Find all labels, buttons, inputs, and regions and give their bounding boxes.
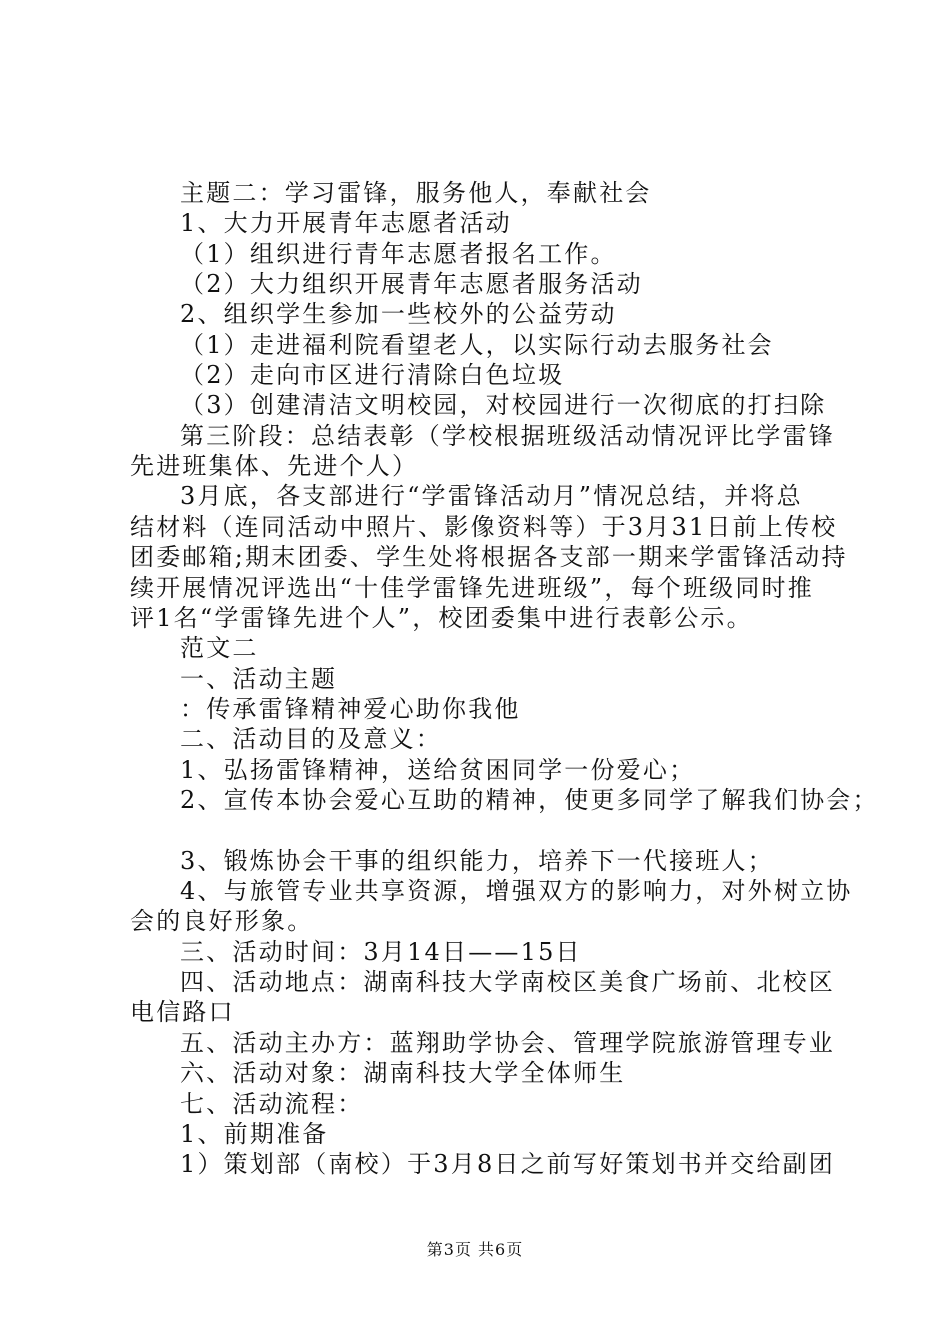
text-line: 评1名“学雷锋先进个人”，校团委集中进行表彰公示。 xyxy=(130,604,753,632)
text-line: 先进班集体、先进个人） xyxy=(130,452,419,480)
text-line: （3）创建清洁文明校园，对校园进行一次彻底的打扫除 xyxy=(180,391,827,419)
text-line: 1）策划部（南校）于3月8日之前写好策划书并交给副团 xyxy=(180,1150,836,1178)
text-line: 四、活动地点：湖南科技大学南校区美食广场前、北校区 xyxy=(180,968,835,996)
text-line: 第三阶段：总结表彰（学校根据班级活动情况评比学雷锋 xyxy=(180,422,835,450)
text-line: （1）组织进行青年志愿者报名工作。 xyxy=(180,240,617,268)
text-line: 结材料（连同活动中照片、影像资料等）于3月31日前上传校 xyxy=(130,513,838,541)
text-line: 2、宣传本协会爱心互助的精神，使更多同学了解我们协会； xyxy=(180,786,879,814)
text-line: 三、活动时间：3月14日——15日 xyxy=(180,938,582,966)
page-footer: 第3页 共6页 xyxy=(426,1240,524,1259)
text-line: 1、前期准备 xyxy=(180,1120,329,1148)
text-line: 1、弘扬雷锋精神，送给贫困同学一份爱心； xyxy=(180,756,696,784)
text-line: 会的良好形象。 xyxy=(130,907,314,935)
text-line: 六、活动对象：湖南科技大学全体师生 xyxy=(180,1059,626,1087)
text-line: 范文二 xyxy=(180,634,259,662)
text-line: （2）走向市区进行清除白色垃圾 xyxy=(180,361,565,389)
text-line: 4、与旅管专业共享资源，增强双方的影响力，对外树立协 xyxy=(180,877,853,905)
text-line: 二、活动目的及意义： xyxy=(180,725,442,753)
text-line: 续开展情况评选出“十佳学雷锋先进班级”，每个班级同时推 xyxy=(130,574,814,602)
text-line: （1）走进福利院看望老人，以实际行动去服务社会 xyxy=(180,331,774,359)
text-line: 3月底，各支部进行“学雷锋活动月”情况总结，并将总 xyxy=(180,482,803,510)
text-line: 七、活动流程： xyxy=(180,1090,364,1118)
text-line: 3、锻炼协会干事的组织能力，培养下一代接班人； xyxy=(180,847,774,875)
text-line: 主题二：学习雷锋，服务他人，奉献社会 xyxy=(180,179,652,207)
text-line: ：传承雷锋精神爱心助你我他 xyxy=(180,695,521,723)
text-line: （2）大力组织开展青年志愿者服务活动 xyxy=(180,270,643,298)
text-line: 1、大力开展青年志愿者活动 xyxy=(180,209,512,237)
text-line: 五、活动主办方：蓝翔助学协会、管理学院旅游管理专业 xyxy=(180,1029,835,1057)
text-line: 一、活动主题 xyxy=(180,665,338,693)
text-line: 电信路口 xyxy=(130,998,235,1026)
text-line: 团委邮箱;期末团委、学生处将根据各支部一期来学雷锋活动持 xyxy=(130,543,848,571)
text-line: 2、组织学生参加一些校外的公益劳动 xyxy=(180,300,617,328)
